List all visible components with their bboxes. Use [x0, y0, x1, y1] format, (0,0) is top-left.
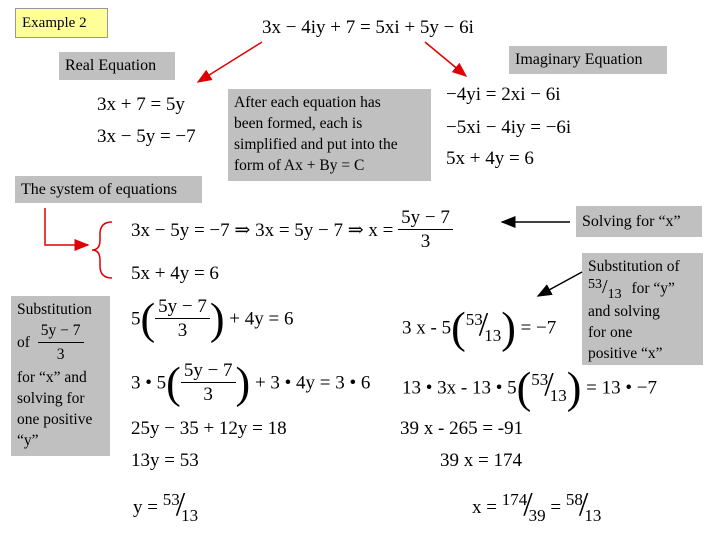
note-line: been formed, each is	[234, 115, 363, 132]
lhs: 13 • 3x - 13 • 5	[402, 377, 517, 399]
slash-icon: /	[523, 486, 533, 523]
left-paren-icon: (	[166, 358, 181, 408]
imag-equation-1: −4yi = 2xi − 6i	[446, 84, 561, 105]
fraction-denominator: 3	[56, 346, 65, 363]
fraction-numerator: 5y − 7	[38, 320, 84, 343]
denominator: 13	[484, 326, 502, 345]
fraction-denominator: 3	[203, 384, 213, 405]
lhs: 3 x - 5	[402, 317, 452, 339]
slash-icon: /	[175, 486, 186, 523]
lhs: x =	[472, 497, 497, 518]
denominator: 13	[181, 506, 199, 525]
fraction-denominator: 3	[420, 231, 431, 252]
fraction-numerator: 5y − 7	[155, 296, 210, 319]
denominator: 13	[584, 506, 602, 525]
subst-left-line: solving for	[17, 390, 85, 407]
denominator: 39	[528, 506, 546, 525]
right-paren-icon: )	[501, 303, 516, 353]
left-paren-icon: (	[140, 294, 156, 344]
brace-icon	[92, 222, 112, 278]
note-line: simplified and put into the	[234, 136, 398, 153]
numerator: 174	[501, 490, 528, 509]
solving-x-label: Solving for “x”	[576, 206, 702, 237]
arrow-to-imaginary-icon	[425, 42, 466, 76]
subst-right-line: Substitution of	[588, 258, 680, 275]
rhs: = 13 • −7	[586, 377, 657, 399]
numerator: 53	[465, 310, 483, 329]
subst-right-num: 53	[588, 277, 602, 292]
real-equation-2: 3x − 5y = −7	[97, 126, 196, 147]
subst-left-of: of	[17, 334, 30, 352]
left-paren-icon: (	[451, 303, 466, 353]
left-paren-icon: (	[516, 363, 532, 413]
subst-left-line: “y”	[17, 432, 39, 449]
subst-right-line: for one	[588, 324, 633, 341]
arrow-to-real-icon	[198, 42, 262, 82]
numerator: 53	[162, 490, 180, 509]
slash-icon: /	[478, 306, 489, 343]
coef: 5	[131, 308, 141, 330]
real-equation-label: Real Equation	[59, 52, 175, 80]
lhs: y =	[133, 497, 158, 518]
subst-right-mid: for “y”	[631, 280, 675, 297]
note-line: After each equation has	[234, 94, 381, 111]
work-left-4: 13y = 53	[131, 450, 199, 471]
right-paren-icon: )	[235, 358, 251, 408]
imag-equation-2: −5xi − 4iy = −6i	[446, 117, 572, 138]
coef: 3 • 5	[131, 372, 167, 394]
right-paren-icon: )	[566, 363, 582, 413]
rhs: = −7	[520, 317, 557, 339]
right-paren-icon: )	[209, 294, 225, 344]
rest: + 4y = 6	[229, 308, 294, 330]
system-equation-2: 5x + 4y = 6	[131, 263, 219, 284]
work-left-3: 25y − 35 + 12y = 18	[131, 418, 287, 439]
subst-left-line: Substitution	[17, 301, 92, 318]
subst-right-line: positive “x”	[588, 345, 663, 362]
imag-equation-3: 5x + 4y = 6	[446, 148, 534, 169]
fraction-numerator: 5y − 7	[398, 207, 453, 230]
work-right-3: 39 x - 265 = -91	[400, 418, 524, 439]
slash-icon: /	[544, 366, 554, 403]
solve-x-text: 3x − 5y = −7 ⇒ 3x = 5y − 7 ⇒ x =	[131, 220, 394, 241]
denominator: 13	[549, 386, 567, 405]
fraction-denominator: 3	[177, 320, 188, 341]
note-line: form of Ax + By = C	[234, 157, 365, 174]
example-label: Example 2	[15, 8, 108, 38]
real-equation-1: 3x + 7 = 5y	[97, 94, 185, 115]
slash-icon: /	[578, 486, 589, 523]
numerator: 58	[565, 490, 583, 509]
subst-left-line: for “x” and	[17, 369, 87, 386]
imaginary-equation-label: Imaginary Equation	[509, 46, 667, 74]
main-equation: 3x − 4iy + 7 = 5xi + 5y − 6i	[262, 17, 474, 38]
rest: + 3 • 4y = 3 • 6	[254, 372, 371, 394]
equals: =	[550, 497, 562, 518]
arrow-substitution-icon	[538, 272, 582, 296]
subst-right-line: and solving	[588, 303, 660, 320]
subst-left-line: one positive	[17, 411, 93, 428]
work-right-4: 39 x = 174	[440, 450, 522, 471]
numerator: 53	[531, 370, 549, 389]
fraction-numerator: 5y − 7	[181, 360, 236, 383]
system-label: The system of equations	[15, 176, 202, 203]
subst-right-den: 13	[607, 287, 622, 302]
slash-icon: /	[602, 276, 608, 298]
system-arrow-icon	[45, 208, 88, 245]
